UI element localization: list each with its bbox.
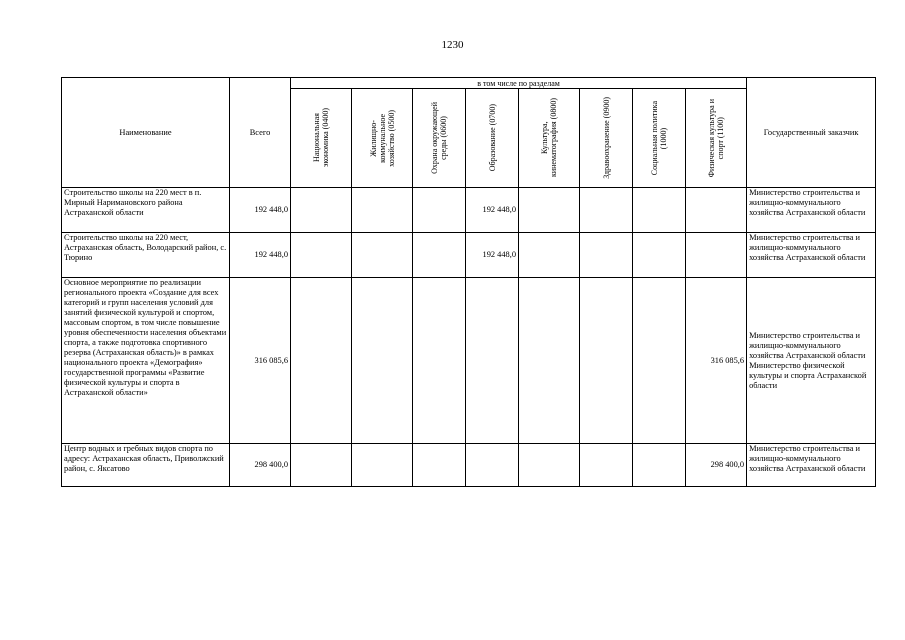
row-name: Строительство школы на 220 мест в п. Мирный Наримановского района Астраханской области [62,188,230,233]
cell-0500 [352,278,413,444]
cell-0800 [519,444,580,487]
cell-0500 [352,444,413,487]
row-total: 298 400,0 [230,444,291,487]
cell-1000 [633,278,686,444]
table-row [62,444,876,487]
cell-0400 [291,233,352,278]
table-row [62,233,876,278]
header-section-0400: Национальная экономика (0400) [291,89,352,188]
cell-1100: 316 085,6 [686,278,747,444]
row-total: 316 085,6 [230,278,291,444]
budget-table [61,77,876,487]
header-section-1000: Социальная политика (1000) [633,89,686,188]
row-name: Основное мероприятие по реализации регионального проекта «Создание для всех категорий и групп населения условий для занятий физической культурой и спортом, массовым спортом, в том числе повышение уровня обеспеченности населения объектами спорта, а также подготовка спортивного резерва (Астраханская область)» в рамках национального проекта «Демография» государственной программы «Развитие физической культуры и спорта в Астраханской области» [62,278,230,444]
cell-0800 [519,278,580,444]
header-name: Наименование [62,78,230,188]
cell-0800 [519,188,580,233]
header-section-0800: Культура, кинематография (0800) [519,89,580,188]
header-customer: Государственный заказчик [747,78,876,188]
cell-1000 [633,233,686,278]
cell-0800 [519,233,580,278]
cell-0900 [580,188,633,233]
row-name: Строительство школы на 220 мест, Астраханская область, Володарский район, с. Тюрино [62,233,230,278]
cell-0500 [352,233,413,278]
header-section-1100: Физическая культура и спорт (1100) [686,89,747,188]
cell-1000 [633,188,686,233]
cell-0700 [466,444,519,487]
row-customer: Министерство строительства и жилищно-коммунального хозяйства Астраханской области [747,444,876,487]
cell-0900 [580,444,633,487]
cell-0600 [413,444,466,487]
cell-0400 [291,444,352,487]
cell-0500 [352,188,413,233]
table-row [62,278,876,444]
header-section-0900: Здравоохранение (0900) [580,89,633,188]
cell-0700: 192 448,0 [466,188,519,233]
header-section-0500: Жилищно- коммунальное хозяйство (0500) [352,89,413,188]
row-customer: Министерство строительства и жилищно-коммунального хозяйства Астраханской области [747,233,876,278]
cell-1100 [686,188,747,233]
header-total: Всего [230,78,291,188]
cell-0600 [413,188,466,233]
page-number: 1230 [441,39,464,51]
header-sections-group: в том числе по разделам [291,78,747,89]
cell-0400 [291,278,352,444]
row-total: 192 448,0 [230,233,291,278]
table-row [62,188,876,233]
row-total: 192 448,0 [230,188,291,233]
cell-0700 [466,278,519,444]
cell-0600 [413,233,466,278]
cell-0400 [291,188,352,233]
row-customer: Министерство строительства и жилищно-коммунального хозяйства Астраханской области Министерство физической культуры и спорта Астраханской области [747,278,876,444]
row-name: Центр водных и гребных видов спорта по адресу: Астраханская область, Приволжский район, с. Яксатово [62,444,230,487]
cell-1100: 298 400,0 [686,444,747,487]
header-section-0700: Образование (0700) [466,89,519,188]
cell-1000 [633,444,686,487]
cell-0900 [580,233,633,278]
cell-1100 [686,233,747,278]
cell-0900 [580,278,633,444]
header-section-0600: Охрана окружающей среды (0600) [413,89,466,188]
row-customer: Министерство строительства и жилищно-коммунального хозяйства Астраханской области [747,188,876,233]
cell-0700: 192 448,0 [466,233,519,278]
cell-0600 [413,278,466,444]
